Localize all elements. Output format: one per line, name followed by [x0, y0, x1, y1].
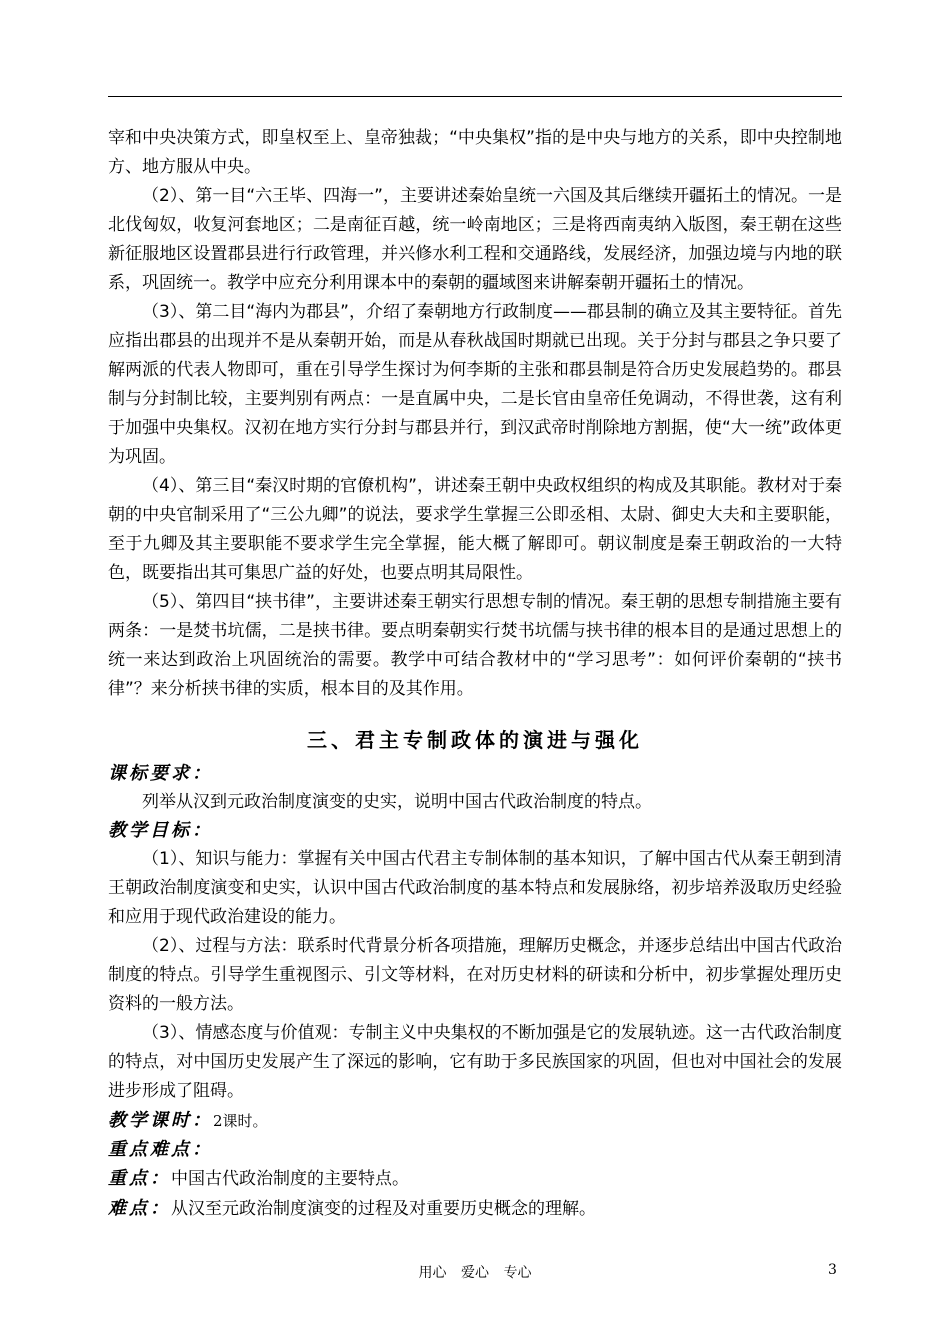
intro-paragraph-continued: 宰和中央决策方式，即皇权至上、皇帝独裁；“中央集权”指的是中央与地方的关系，即中央控制地方、地方服从中央。 [108, 128, 842, 177]
page-number: 3 [828, 1262, 837, 1278]
key-label: 重点： [108, 1168, 171, 1189]
goals-label: 教学目标： [108, 820, 213, 841]
key-line [108, 1164, 842, 1194]
goal-process: （2）、过程与方法：联系时代背景分析各项措施，理解历史概念，并逐步总结出中国古代政治制度的特点。引导学生重视图示、引文等材料，在对历史材料的研读和分析中，初步掌握处理历史资料的一般方法。 [108, 936, 842, 1014]
keypoints-label: 重点难点： [108, 1139, 213, 1160]
page-content [108, 124, 842, 1224]
difficult-text: 从汉至元政治制度演变的过程及对重要历史概念的理解。 [171, 1199, 596, 1219]
difficult-line [108, 1194, 842, 1224]
intro-paragraph-2: （2）、第一目“六王毕、四海一”，主要讲述秦始皇统一六国及其后继续开疆拓土的情况。一是北伐匈奴，收复河套地区；二是南征百越，统一岭南地区；三是将西南夷纳入版图，秦王朝在这些新征服地区设置郡县进行行政管理，并兴修水利工程和交通路线，发展经济，加强边境与内地的联系，巩固统一。教学中应充分利用课本中的秦朝的疆域图来讲解秦朝开疆拓土的情况。 [108, 186, 842, 293]
intro-paragraph-3: （3）、第二目“海内为郡县”，介绍了秦朝地方行政制度——郡县制的确立及其主要特征。首先应指出郡县的出现并不是从秦朝开始，而是从春秋战国时期就已出现。关于分封与郡县之争只要了解两派的代表人物即可，重在引导学生探讨为何李斯的主张和郡县制是符合历史发展趋势的。郡县制与分封制比较，主要判别有两点：一是直属中央，二是长官由皇帝任免调动，不得世袭，这有利于加强中央集权。汉初在地方实行分封与郡县并行，到汉武帝时削除地方割据，使“大一统”政体更为巩固。 [108, 302, 842, 467]
intro-paragraph-5: （5）、第四目“挟书律”，主要讲述秦王朝实行思想专制的情况。秦王朝的思想专制措施主要有两条：一是焚书坑儒，二是挟书律。要点明秦朝实行焚书坑儒与挟书律的根本目的是通过思想上的统一来达到政治上巩固统治的需要。教学中可结合教材中的“学习思考”：如何评价秦朝的“挟书律”？来分析挟书律的实质，根本目的及其作用。 [108, 592, 842, 699]
hours-value: 2课时。 [213, 1112, 268, 1130]
goal-values: （3）、情感态度与价值观：专制主义中央集权的不断加强是它的发展轨迹。这一古代政治制度的特点，对中国历史发展产生了深远的影响，它有助于多民族国家的巩固，但也对中国社会的发展进步形成了阻碍。 [108, 1023, 842, 1101]
intro-paragraph-4: （4）、第三目“秦汉时期的官僚机构”，讲述秦王朝中央政权组织的构成及其职能。教材对于秦朝的中央官制采用了“三公九卿”的说法，要求学生掌握三公即丞相、太尉、御史大夫和主要职能，至于九卿及其主要职能不要求学生完全掌握，能大概了解即可。朝议制度是秦王朝政治的一大特色，既要指出其可集思广益的好处，也要点明其局限性。 [108, 476, 842, 583]
hours-label: 教学课时： [108, 1110, 213, 1131]
curriculum-label: 课标要求： [108, 763, 213, 784]
section-title: 三、君主专制政体的演进与强化 [307, 728, 643, 752]
curriculum-text: 列举从汉到元政治制度演变的史实，说明中国古代政治制度的特点。 [142, 792, 652, 812]
footer-motto: 用心 爱心 专心 [418, 1265, 532, 1281]
goal-knowledge: （1）、知识与能力：掌握有关中国古代君主专制体制的基本知识，了解中国古代从秦王朝到清王朝政治制度演变和史实，认识中国古代政治制度的基本特点和发展脉络，初步培养汲取历史经验和应用于现代政治建设的能力。 [108, 849, 842, 927]
header-rule [108, 96, 842, 97]
key-text: 中国古代政治制度的主要特点。 [171, 1169, 409, 1189]
difficult-label: 难点： [108, 1198, 171, 1219]
hours-line [108, 1106, 842, 1136]
